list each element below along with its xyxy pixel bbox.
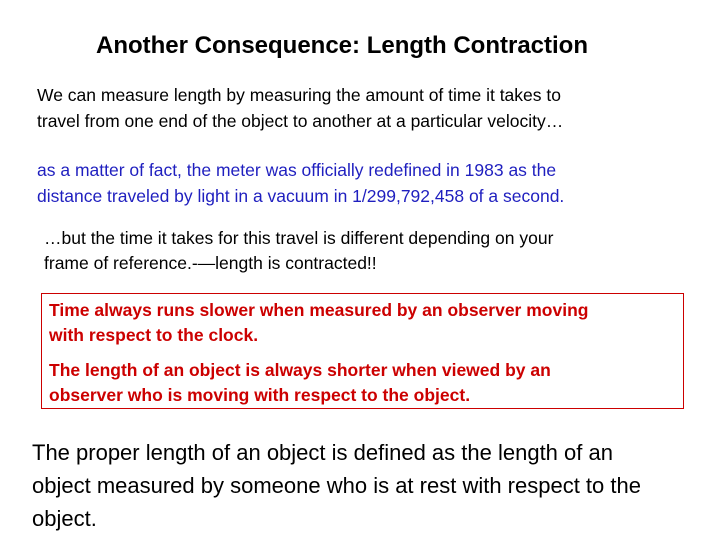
paragraph-meter-definition: as a matter of fact, the meter was officially redefined in 1983 as the distance traveled by light in a vacuum in 1/299,792,458 of a second. bbox=[37, 160, 565, 206]
paragraph-length-contracted: …but the time it takes for this travel is different depending on your frame of reference.-—length is contracted!! bbox=[44, 228, 554, 273]
highlight-box bbox=[41, 293, 684, 409]
paragraph-measure-length: We can measure length by measuring the amount of time it takes to travel from one end of the object to another at a particular velocity… bbox=[37, 85, 564, 131]
paragraph-proper-length: The proper length of an object is defined as the length of an object measured by someone who is at rest with respect to the object. bbox=[32, 440, 641, 531]
length-contraction-statement: The length of an object is always shorter when viewed by an observer who is moving with respect to the object. bbox=[49, 360, 551, 405]
time-dilation-statement: Time always runs slower when measured by an observer moving with respect to the clock. bbox=[49, 300, 589, 345]
slide-title: Another Consequence: Length Contraction bbox=[96, 32, 588, 59]
